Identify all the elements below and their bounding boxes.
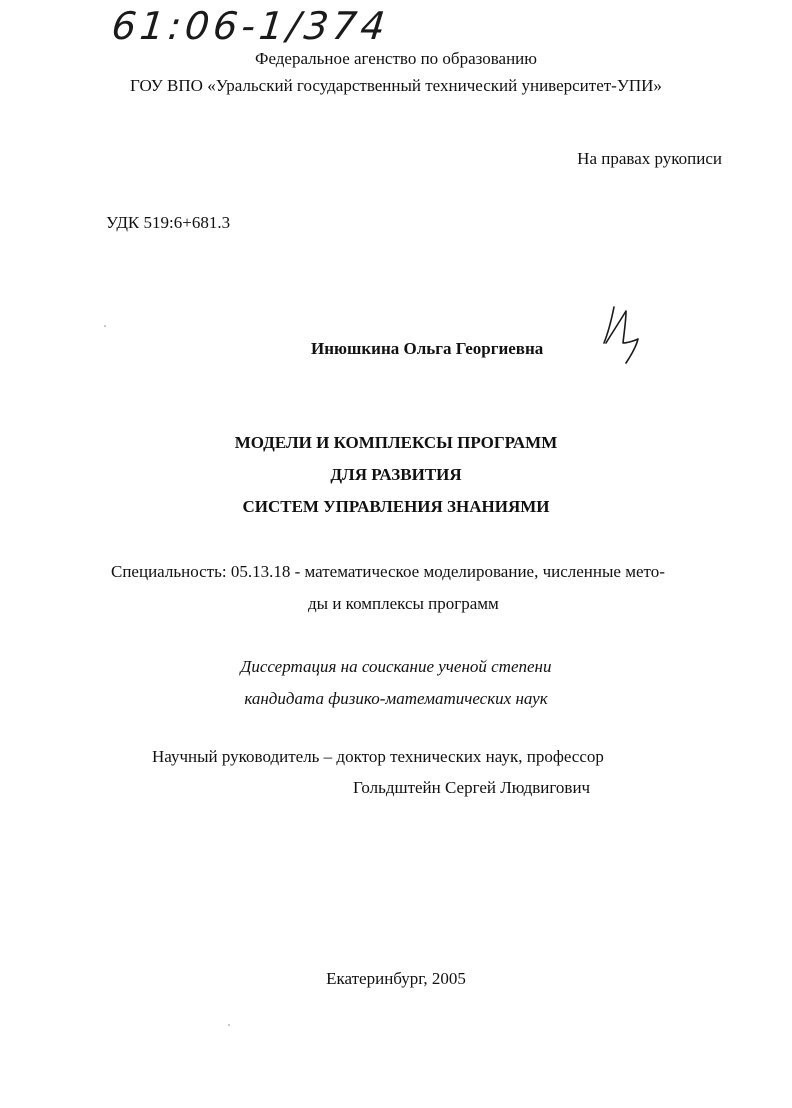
supervisor-title: Научный руководитель – доктор технических наук, профессор <box>152 747 604 766</box>
degree-line-1: Диссертация на соискание ученой степени <box>240 657 552 676</box>
city-year: Екатеринбург, 2005 <box>326 969 466 988</box>
specialty-line-1: Специальность: 05.13.18 - математическое моделирование, численные мето- <box>111 562 665 581</box>
specialty-line-2: ды и комплексы программ <box>308 594 499 613</box>
university-name: ГОУ ВПО «Уральский государственный технический университет-УПИ» <box>130 76 662 95</box>
agency-name: Федеральное агенство по образованию <box>255 49 537 68</box>
handwritten-archive-code: 61:06-1/374 <box>109 4 392 48</box>
scan-speck <box>228 1024 230 1026</box>
manuscript-rights: На правах рукописи <box>577 149 722 168</box>
author-signature <box>600 303 650 365</box>
title-line-3: СИСТЕМ УПРАВЛЕНИЯ ЗНАНИЯМИ <box>242 497 550 516</box>
udc-code: УДК 519:6+681.3 <box>106 213 231 232</box>
scan-speck <box>104 325 106 327</box>
title-line-2: ДЛЯ РАЗВИТИЯ <box>330 465 462 484</box>
title-line-1: МОДЕЛИ И КОМПЛЕКСЫ ПРОГРАММ <box>234 433 558 452</box>
degree-line-2: кандидата физико-математических наук <box>244 689 548 708</box>
supervisor-name: Гольдштейн Сергей Людвигович <box>353 778 591 797</box>
author-name: Инюшкина Ольга Георгиевна <box>311 339 544 358</box>
